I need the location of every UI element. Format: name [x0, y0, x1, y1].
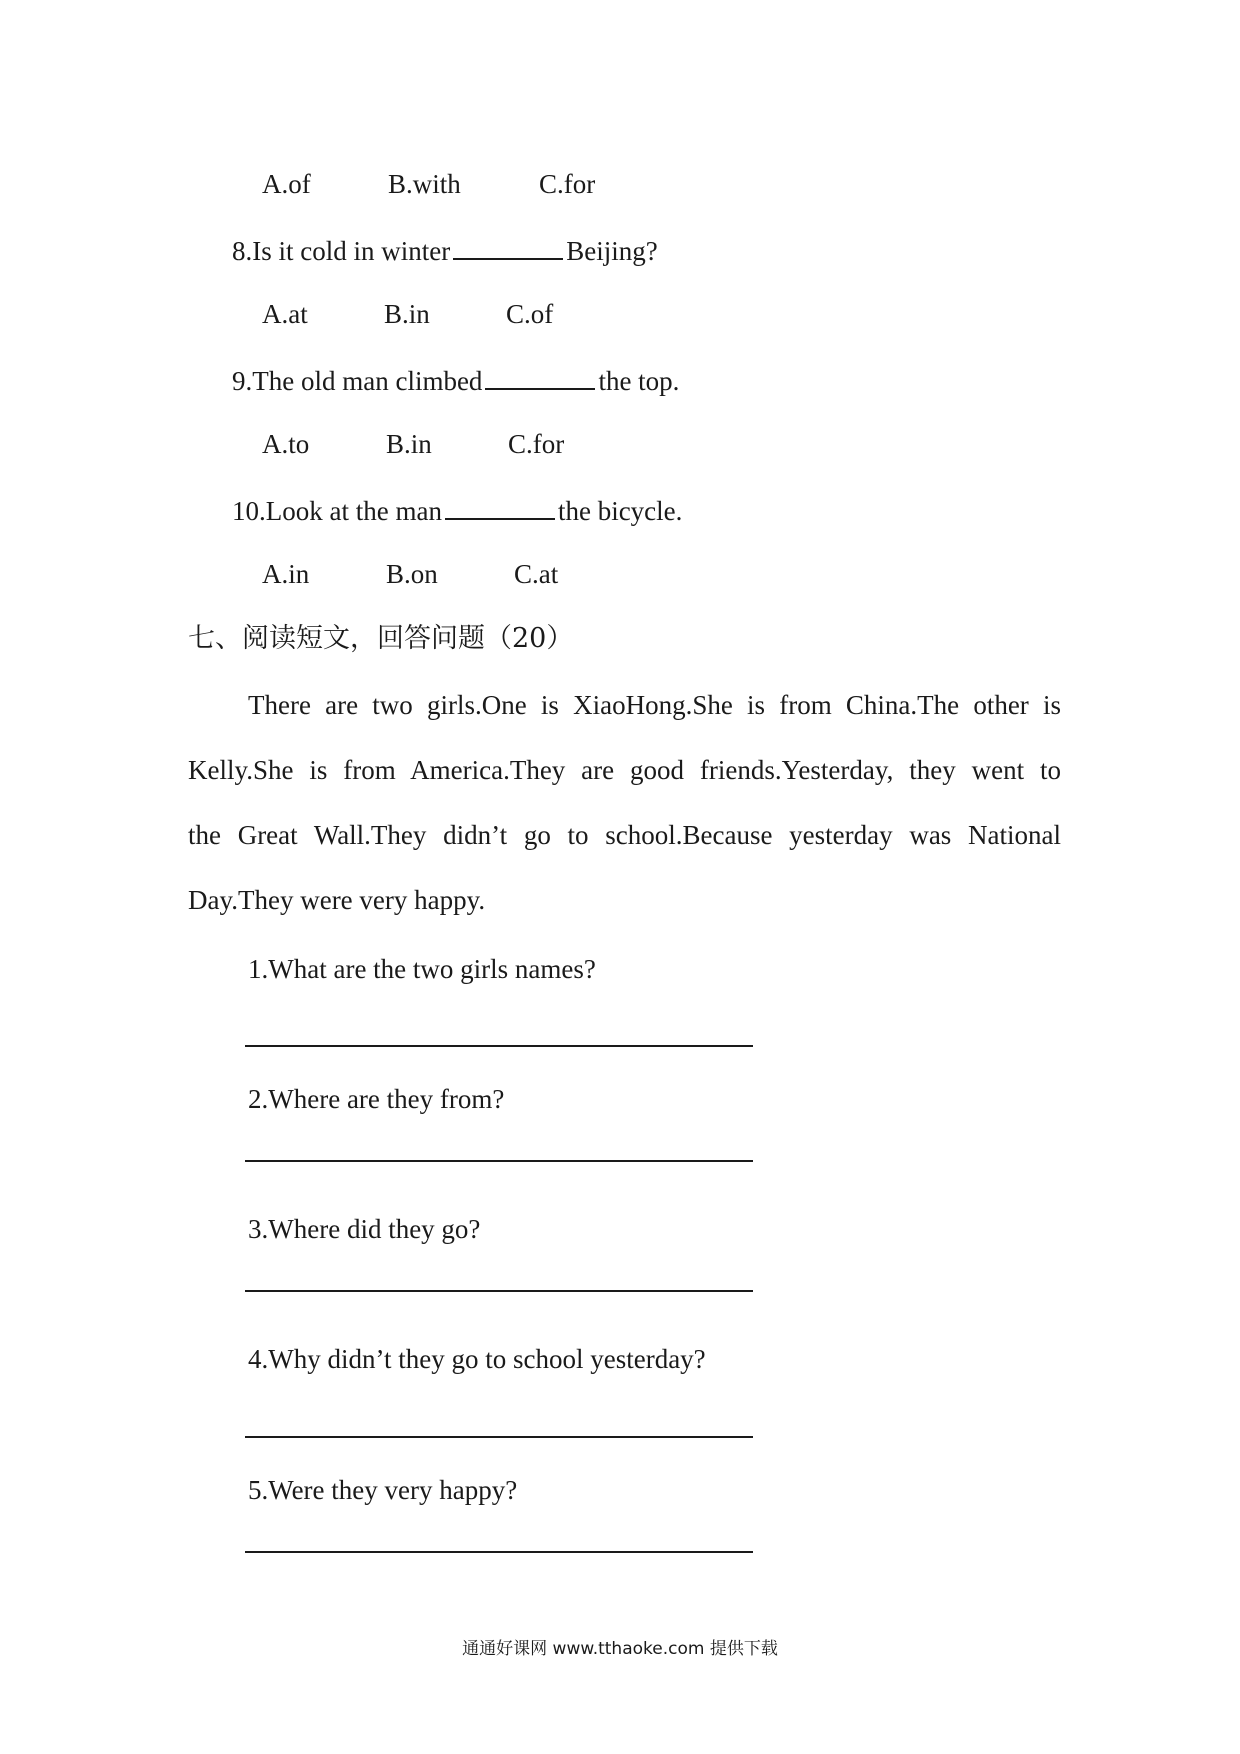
question-9-text-before: 9.The old man climbed: [232, 366, 483, 396]
comprehension-question-3: 3.Where did they go?: [248, 1214, 481, 1244]
q8-option-a: A.at: [262, 299, 308, 329]
comprehension-question-2: 2.Where are they from?: [248, 1084, 505, 1114]
answer-line-4[interactable]: [245, 1436, 753, 1438]
passage-line-4: Day.They were very happy.: [188, 885, 486, 915]
question-8-blank: [453, 232, 563, 260]
q9-option-b: B.in: [386, 429, 432, 459]
q10-option-a: A.in: [262, 559, 310, 589]
question-10-text-after: the bicycle.: [557, 496, 683, 526]
q9-option-c: C.for: [508, 429, 565, 459]
passage-line-1: There are two girls.One is XiaoHong.She is from China.The other is: [248, 690, 1061, 720]
answer-line-3[interactable]: [245, 1290, 753, 1292]
question-10: [232, 492, 682, 528]
question-9-blank: [485, 362, 595, 390]
q8-option-b: B.in: [384, 299, 430, 329]
passage-line-2: Kelly.She is from America.They are good friends.Yesterday, they went to: [188, 755, 1061, 785]
question-8-text-before: 8.Is it cold in winter: [232, 236, 451, 266]
q8-option-c: C.of: [506, 299, 554, 329]
q7-option-c: C.for: [539, 169, 596, 199]
answer-line-1[interactable]: [245, 1045, 753, 1047]
page-footer: 通通好课网 www.tthaoke.com 提供下载: [462, 1639, 778, 1659]
comprehension-question-5: 5.Were they very happy?: [248, 1475, 518, 1505]
q9-option-a: A.to: [262, 429, 310, 459]
answer-line-2[interactable]: [245, 1160, 753, 1162]
question-10-text-before: 10.Look at the man: [232, 496, 442, 526]
passage-line-3: the Great Wall.They didn’t go to school.Because yesterday was National: [188, 820, 1061, 850]
reading-passage: [188, 673, 1061, 933]
q10-option-b: B.on: [386, 559, 438, 589]
question-10-blank: [445, 492, 555, 520]
comprehension-question-1: 1.What are the two girls names?: [248, 954, 596, 984]
q7-option-b: B.with: [388, 169, 461, 199]
answer-line-5[interactable]: [245, 1551, 753, 1553]
section-7-title: 七、阅读短文，回答问题（20）: [188, 623, 574, 654]
question-8: [232, 232, 658, 268]
question-9-text-after: the top.: [598, 366, 680, 396]
q10-option-c: C.at: [514, 559, 559, 589]
question-8-text-after: Beijing?: [566, 236, 658, 266]
comprehension-question-4: 4.Why didn’t they go to school yesterday?: [248, 1344, 706, 1374]
question-9: [232, 362, 679, 398]
q7-option-a: A.of: [262, 169, 311, 199]
